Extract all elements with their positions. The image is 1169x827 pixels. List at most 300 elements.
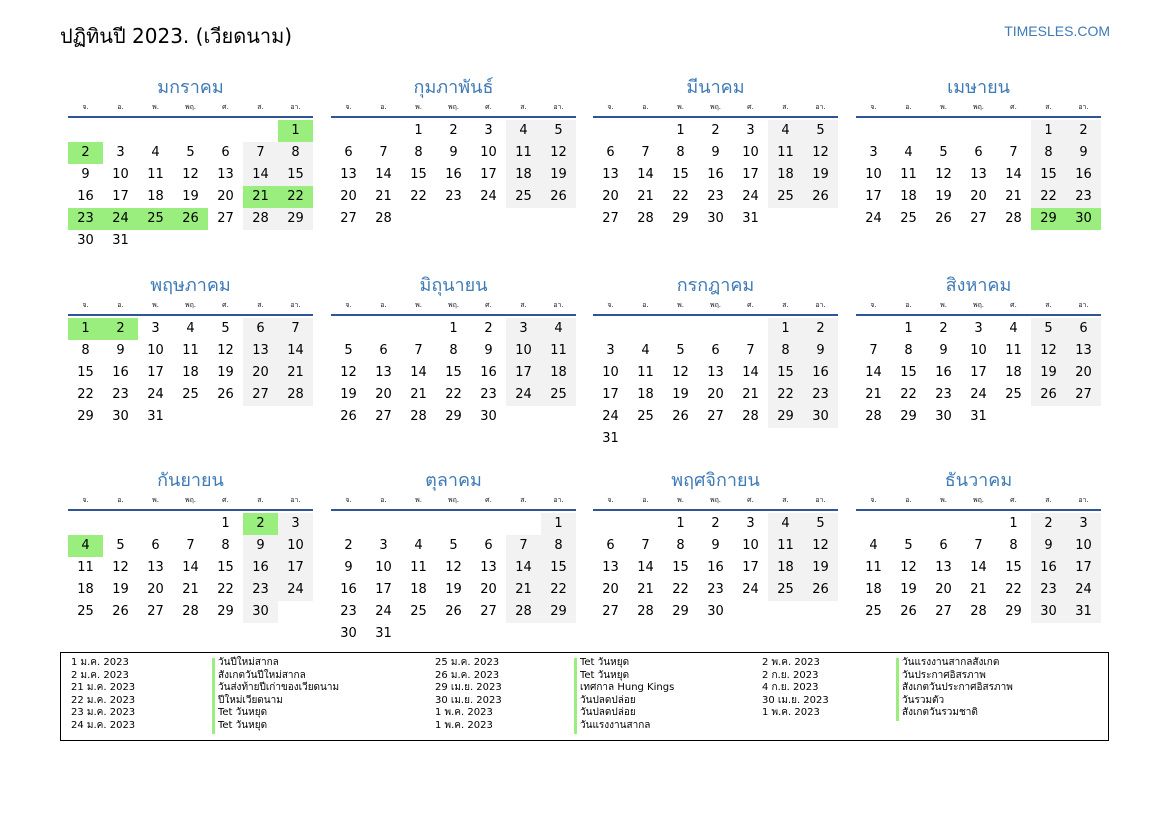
day-cell: 10	[970, 343, 987, 358]
day-cell: 22	[217, 582, 234, 597]
weekday-label: ศ.	[747, 103, 754, 111]
holiday-day-cell: 29	[1031, 208, 1066, 230]
weekday-label: พฤ.	[709, 103, 722, 111]
month-name: มิถุนายน	[419, 275, 488, 296]
day-cell: 5	[541, 120, 576, 142]
day-cell: 14	[243, 164, 278, 186]
day-cell: 18	[768, 557, 803, 579]
day-cell: 10	[865, 167, 882, 182]
month-name: เมษายน	[947, 77, 1010, 98]
day-cell: 21	[278, 362, 313, 384]
day-cell: 9	[1031, 535, 1066, 557]
day-cell: 30	[112, 409, 129, 424]
day-cell: 21	[637, 189, 654, 204]
day-cell: 21	[182, 582, 199, 597]
day-cell: 13	[935, 560, 952, 575]
weekday-header	[331, 102, 576, 116]
day-cell: 28	[506, 601, 541, 623]
day-cell: 27	[707, 409, 724, 424]
day-cell: 3	[746, 123, 755, 138]
day-cell: 17	[112, 189, 129, 204]
day-cell: 1	[221, 516, 230, 531]
day-cell: 26	[340, 409, 357, 424]
day-cell: 26	[1031, 384, 1066, 406]
weekday-label: ศ.	[747, 496, 754, 504]
weekday-label: อา.	[290, 103, 301, 111]
day-cell: 12	[112, 560, 129, 575]
day-cell: 14	[865, 365, 882, 380]
legend-holiday-name: Tet วันหยุด	[218, 720, 268, 731]
day-cell: 1	[541, 513, 576, 535]
month-name: กรกฎาคม	[676, 275, 755, 296]
day-cell: 17	[970, 365, 987, 380]
weekday-label: พ.	[940, 103, 947, 111]
day-cell: 11	[865, 560, 882, 575]
day-cell: 7	[869, 343, 878, 358]
day-cell: 23	[340, 604, 357, 619]
day-cell: 10	[375, 560, 392, 575]
month-name: พฤษภาคม	[150, 275, 231, 296]
header-rule	[593, 314, 838, 316]
day-cell: 29	[541, 601, 576, 623]
day-cell: 4	[768, 513, 803, 535]
weekday-label: จ.	[345, 496, 352, 504]
day-cell: 20	[602, 582, 619, 597]
weekday-label: อ.	[642, 496, 649, 504]
day-cell: 10	[742, 145, 759, 160]
weekday-label: ส.	[782, 496, 789, 504]
holiday-legend	[60, 652, 1109, 741]
day-cell: 7	[974, 538, 983, 553]
month-name: ธันวาคม	[944, 470, 1013, 491]
day-cell: 19	[541, 164, 576, 186]
day-cell: 1	[1031, 120, 1066, 142]
day-cell: 28	[637, 604, 654, 619]
day-cell: 20	[602, 189, 619, 204]
day-cell: 23	[803, 384, 838, 406]
holiday-day-cell: 24	[103, 208, 138, 230]
weekday-label: จ.	[870, 301, 877, 309]
day-cell: 16	[707, 167, 724, 182]
legend-date: 1 พ.ค. 2023	[435, 720, 493, 731]
day-cell: 7	[746, 343, 755, 358]
legend-date: 4 ก.ย. 2023	[762, 682, 819, 694]
day-cell: 29	[445, 409, 462, 424]
day-cell: 12	[900, 560, 917, 575]
month-name: มกราคม	[157, 77, 224, 98]
day-cell: 30	[935, 409, 952, 424]
weekday-label: พ.	[415, 496, 422, 504]
day-cell: 8	[81, 343, 90, 358]
day-cell: 17	[278, 557, 313, 579]
day-cell: 10	[742, 538, 759, 553]
weekday-label: ศ.	[747, 301, 754, 309]
weekday-label: อ.	[380, 301, 387, 309]
day-cell: 2	[939, 321, 948, 336]
weekday-label: พ.	[415, 103, 422, 111]
day-cell: 19	[340, 387, 357, 402]
day-cell: 27	[340, 211, 357, 226]
weekday-label: จ.	[607, 103, 614, 111]
day-cell: 20	[217, 189, 234, 204]
day-cell: 5	[449, 538, 458, 553]
day-cell: 7	[414, 343, 423, 358]
day-cell: 10	[480, 145, 497, 160]
day-cell: 18	[541, 362, 576, 384]
weekday-label: ส.	[520, 103, 527, 111]
legend-holiday-name: สังเกตวันปีใหม่สากล	[218, 669, 306, 681]
holiday-day-cell: 25	[138, 208, 173, 230]
day-cell: 6	[606, 538, 615, 553]
day-cell: 24	[147, 387, 164, 402]
day-cell: 6	[484, 538, 493, 553]
day-cell: 25	[637, 409, 654, 424]
day-cell: 3	[506, 318, 541, 340]
day-cell: 17	[375, 582, 392, 597]
day-cell: 14	[410, 365, 427, 380]
day-cell: 16	[935, 365, 952, 380]
day-cell: 7	[641, 145, 650, 160]
legend-marker	[896, 658, 899, 721]
weekday-label: อ.	[905, 496, 912, 504]
weekday-label: อ.	[642, 103, 649, 111]
day-cell: 6	[939, 538, 948, 553]
weekday-label: อา.	[553, 496, 564, 504]
day-cell: 17	[742, 167, 759, 182]
weekday-label: อ.	[380, 496, 387, 504]
weekday-label: จ.	[870, 496, 877, 504]
day-cell: 28	[742, 409, 759, 424]
day-cell: 26	[803, 186, 838, 208]
day-cell: 11	[182, 343, 199, 358]
legend-holiday-name: วันปลดปล่อย	[580, 707, 636, 719]
legend-holiday-name: Tet วันหยุด	[580, 669, 630, 681]
day-cell: 8	[414, 145, 423, 160]
weekday-label: พฤ.	[447, 301, 460, 309]
day-cell: 4	[414, 538, 423, 553]
day-cell: 25	[77, 604, 94, 619]
day-cell: 8	[676, 538, 685, 553]
day-cell: 22	[900, 387, 917, 402]
legend-date: 29 เม.ย. 2023	[435, 682, 502, 694]
day-cell: 7	[506, 535, 541, 557]
day-cell: 3	[606, 343, 615, 358]
day-cell: 18	[768, 164, 803, 186]
day-cell: 21	[742, 387, 759, 402]
weekday-header	[68, 102, 313, 116]
day-cell: 12	[445, 560, 462, 575]
day-cell: 20	[243, 362, 278, 384]
weekday-label: อา.	[1078, 103, 1089, 111]
day-cell: 15	[900, 365, 917, 380]
day-cell: 21	[970, 582, 987, 597]
weekday-label: พฤ.	[972, 301, 985, 309]
legend-holiday-name: เทศกาล Hung Kings	[580, 682, 675, 694]
day-cell: 19	[445, 582, 462, 597]
day-cell: 26	[541, 186, 576, 208]
day-cell: 4	[869, 538, 878, 553]
day-cell: 2	[1031, 513, 1066, 535]
day-cell: 12	[1031, 340, 1066, 362]
page-title: ปฏิทินปี 2023. (เวียดนาม)	[60, 24, 293, 48]
weekday-label: พ.	[677, 103, 684, 111]
day-cell: 2	[711, 123, 720, 138]
weekday-label: อา.	[815, 103, 826, 111]
day-cell: 19	[900, 582, 917, 597]
weekday-label: พฤ.	[972, 103, 985, 111]
holiday-day-cell: 2	[68, 142, 103, 164]
day-cell: 9	[1066, 142, 1101, 164]
weekday-header	[593, 102, 838, 116]
weekday-label: พฤ.	[184, 301, 197, 309]
day-cell: 11	[768, 142, 803, 164]
day-cell: 24	[970, 387, 987, 402]
day-cell: 31	[147, 409, 164, 424]
holiday-day-cell: 30	[1066, 208, 1101, 230]
day-cell: 4	[641, 343, 650, 358]
day-cell: 12	[672, 365, 689, 380]
day-cell: 1	[449, 321, 458, 336]
day-cell: 23	[707, 582, 724, 597]
day-cell: 16	[480, 365, 497, 380]
legend-date: 25 ม.ค. 2023	[435, 657, 500, 668]
weekday-label: อ.	[905, 301, 912, 309]
header-rule	[331, 116, 576, 118]
day-cell: 5	[186, 145, 195, 160]
day-cell: 10	[506, 340, 541, 362]
header-rule	[593, 116, 838, 118]
day-cell: 28	[865, 409, 882, 424]
weekday-label: ส.	[1045, 496, 1052, 504]
day-cell: 27	[480, 604, 497, 619]
day-cell: 15	[672, 560, 689, 575]
weekday-label: พ.	[152, 301, 159, 309]
brand-link[interactable]: TIMESLES.COM	[1004, 23, 1110, 39]
day-cell: 28	[1005, 211, 1022, 226]
header-rule	[593, 509, 838, 511]
day-cell: 5	[344, 343, 353, 358]
weekday-label: ส.	[257, 301, 264, 309]
header-rule	[68, 314, 313, 316]
day-cell: 23	[445, 189, 462, 204]
day-cell: 14	[182, 560, 199, 575]
day-cell: 25	[541, 384, 576, 406]
day-cell: 15	[77, 365, 94, 380]
weekday-header	[68, 300, 313, 314]
day-cell: 23	[480, 387, 497, 402]
day-cell: 7	[186, 538, 195, 553]
day-cell: 5	[803, 120, 838, 142]
day-cell: 28	[970, 604, 987, 619]
legend-holiday-name: วันแรงงานสากล	[580, 720, 651, 731]
day-cell: 18	[77, 582, 94, 597]
day-cell: 28	[375, 211, 392, 226]
day-cell: 31	[112, 233, 129, 248]
day-cell: 9	[484, 343, 493, 358]
day-cell: 14	[375, 167, 392, 182]
weekday-header	[331, 495, 576, 509]
day-cell: 29	[278, 208, 313, 230]
day-cell: 15	[541, 557, 576, 579]
holiday-day-cell: 4	[68, 535, 103, 557]
day-cell: 19	[803, 164, 838, 186]
day-cell: 13	[147, 560, 164, 575]
day-cell: 6	[151, 538, 160, 553]
day-cell: 12	[217, 343, 234, 358]
day-cell: 29	[768, 406, 803, 428]
weekday-label: พ.	[940, 301, 947, 309]
day-cell: 17	[602, 387, 619, 402]
day-cell: 13	[1066, 340, 1101, 362]
day-cell: 16	[707, 560, 724, 575]
day-cell: 14	[637, 167, 654, 182]
day-cell: 28	[182, 604, 199, 619]
weekday-label: จ.	[82, 301, 89, 309]
weekday-label: อ.	[117, 301, 124, 309]
day-cell: 24	[375, 604, 392, 619]
day-cell: 15	[672, 167, 689, 182]
holiday-day-cell: 2	[243, 513, 278, 535]
weekday-label: อา.	[553, 103, 564, 111]
day-cell: 30	[77, 233, 94, 248]
weekday-label: พฤ.	[184, 496, 197, 504]
day-cell: 20	[340, 189, 357, 204]
day-cell: 2	[449, 123, 458, 138]
holiday-day-cell: 23	[68, 208, 103, 230]
day-cell: 16	[445, 167, 462, 182]
day-cell: 17	[1066, 557, 1101, 579]
day-cell: 26	[803, 579, 838, 601]
day-cell: 19	[935, 189, 952, 204]
day-cell: 3	[379, 538, 388, 553]
day-cell: 25	[865, 604, 882, 619]
weekday-label: ส.	[782, 301, 789, 309]
weekday-label: จ.	[607, 496, 614, 504]
weekday-label: อ.	[642, 301, 649, 309]
day-cell: 27	[147, 604, 164, 619]
weekday-label: อา.	[553, 301, 564, 309]
day-cell: 11	[637, 365, 654, 380]
weekday-label: อ.	[117, 103, 124, 111]
day-cell: 15	[1005, 560, 1022, 575]
month-name: ตุลาคม	[425, 470, 482, 491]
day-cell: 22	[445, 387, 462, 402]
weekday-label: อา.	[1078, 496, 1089, 504]
month-name: พฤศจิกายน	[671, 470, 760, 491]
day-cell: 30	[1031, 601, 1066, 623]
legend-date: 2 ม.ค. 2023	[71, 669, 129, 681]
header-rule	[856, 314, 1101, 316]
day-cell: 24	[742, 189, 759, 204]
day-cell: 22	[1005, 582, 1022, 597]
day-cell: 30	[243, 601, 278, 623]
day-cell: 8	[278, 142, 313, 164]
day-cell: 4	[186, 321, 195, 336]
day-cell: 19	[182, 189, 199, 204]
day-cell: 14	[278, 340, 313, 362]
day-cell: 24	[480, 189, 497, 204]
day-cell: 15	[768, 362, 803, 384]
weekday-label: อา.	[815, 301, 826, 309]
legend-date: 22 ม.ค. 2023	[71, 694, 136, 706]
legend-holiday-name: ปีใหม่เวียดนาม	[218, 694, 283, 706]
day-cell: 11	[506, 142, 541, 164]
day-cell: 10	[147, 343, 164, 358]
header-rule	[68, 116, 313, 118]
day-cell: 16	[112, 365, 129, 380]
day-cell: 19	[1031, 362, 1066, 384]
month-name: สิงหาคม	[945, 275, 1012, 296]
day-cell: 17	[506, 362, 541, 384]
header-rule	[68, 509, 313, 511]
day-cell: 17	[480, 167, 497, 182]
weekday-header	[68, 495, 313, 509]
legend-holiday-name: วันปีใหม่สากล	[218, 657, 279, 668]
day-cell: 8	[221, 538, 230, 553]
day-cell: 20	[935, 582, 952, 597]
weekday-label: พฤ.	[709, 496, 722, 504]
day-cell: 13	[217, 167, 234, 182]
day-cell: 25	[900, 211, 917, 226]
weekday-label: ศ.	[1010, 496, 1017, 504]
month-name: กุมภาพันธ์	[413, 77, 494, 98]
day-cell: 24	[1066, 579, 1101, 601]
weekday-label: ส.	[782, 103, 789, 111]
weekday-label: อ.	[380, 103, 387, 111]
day-cell: 3	[278, 513, 313, 535]
day-cell: 21	[637, 582, 654, 597]
day-cell: 9	[939, 343, 948, 358]
day-cell: 13	[340, 167, 357, 182]
day-cell: 5	[116, 538, 125, 553]
month-name: กันยายน	[157, 470, 224, 491]
day-cell: 11	[1005, 343, 1022, 358]
day-cell: 22	[768, 384, 803, 406]
day-cell: 15	[410, 167, 427, 182]
day-cell: 26	[217, 387, 234, 402]
day-cell: 27	[243, 384, 278, 406]
day-cell: 17	[147, 365, 164, 380]
weekday-label: ส.	[520, 301, 527, 309]
weekday-label: จ.	[82, 103, 89, 111]
weekday-header	[856, 102, 1101, 116]
day-cell: 4	[1009, 321, 1018, 336]
day-cell: 23	[243, 579, 278, 601]
legend-date: 2 พ.ค. 2023	[762, 657, 820, 668]
weekday-label: ศ.	[1010, 103, 1017, 111]
day-cell: 24	[506, 384, 541, 406]
day-cell: 15	[445, 365, 462, 380]
weekday-label: จ.	[607, 301, 614, 309]
day-cell: 22	[77, 387, 94, 402]
day-cell: 7	[243, 142, 278, 164]
day-cell: 24	[278, 579, 313, 601]
day-cell: 1	[414, 123, 423, 138]
day-cell: 6	[344, 145, 353, 160]
legend-date: 1 ม.ค. 2023	[71, 657, 129, 668]
day-cell: 22	[672, 189, 689, 204]
day-cell: 26	[445, 604, 462, 619]
weekday-label: อ.	[117, 496, 124, 504]
day-cell: 14	[637, 560, 654, 575]
day-cell: 18	[865, 582, 882, 597]
day-cell: 6	[711, 343, 720, 358]
day-cell: 23	[112, 387, 129, 402]
day-cell: 16	[1066, 164, 1101, 186]
day-cell: 13	[480, 560, 497, 575]
day-cell: 8	[1009, 538, 1018, 553]
day-cell: 18	[1005, 365, 1022, 380]
